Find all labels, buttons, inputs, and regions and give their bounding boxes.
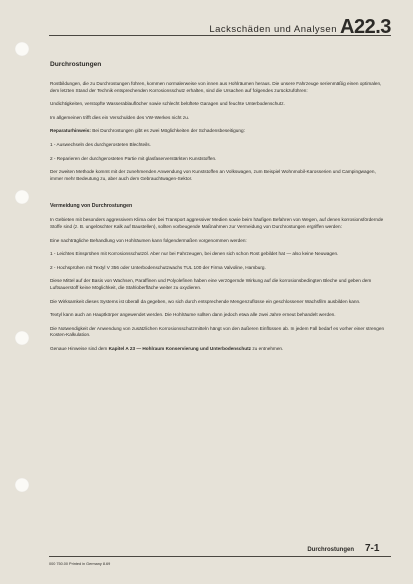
repair-hint-label: Reparaturhinweis: xyxy=(50,128,91,134)
print-note: 000 750.00 Printed in Germany 8.69 xyxy=(49,562,111,566)
paragraph-10: Textyl kann auch an Hauptkörper angewendet werden. Die Hohlräume sollten dann jedoch etwa alle zwei Jahre erneut behandelt werden. xyxy=(50,312,336,318)
page-number: 7-1 xyxy=(365,543,380,554)
footer-rule xyxy=(49,556,391,557)
list-item-3: 1 - Leichtes Einsprühen mit Korrosionsschutzöl. Aber nur bei Fahrzeugen, bei denen sich schon Rost gebildet hat — also keine Neuwagen. xyxy=(50,251,339,257)
binder-hole-4 xyxy=(15,478,29,492)
footer-label: Durchrostungen xyxy=(307,547,354,553)
paragraph-7: Eine nachträgliche Behandlung von Hohlräumen kann folgendermaßen vorgenommen werden: xyxy=(50,237,247,243)
reference-text: Genaue Hinweise sind dem xyxy=(50,345,109,351)
subsection-heading: Vermeidung von Durchrostungen xyxy=(50,203,133,210)
list-item-1: 1 - Auswechseln des durchgerosteten Blechteils. xyxy=(50,141,151,147)
list-item-4: 2 - Hochsprühen mit Textyl V 356 oder Unterbodenschutzwachs TUL 100 der Firma Valvoline, Hamburg. xyxy=(50,264,266,270)
chapter-reference: Kapitel A 23 — Hohlraum Konservierung und Unterbodenschutz xyxy=(108,345,252,351)
paragraph-repair-hint xyxy=(50,128,385,135)
spacer xyxy=(50,189,385,203)
paragraph-11: Die Notwendigkeit der Anwendung von zusätzlichen Korrosionsschutzmitteln hängt von den äußeren Einflüssen ab. In jedem Fall bedarf es vorher einer strengen Kosten-Kalkulation. xyxy=(50,325,385,338)
paragraph-6: In Gebieten mit besonders aggressivem Klima oder bei Transport aggressiver Medien sowie beim häufigen Befahren von Wegen, auf denen korrosionsfördernde Stoffe sind (z. B. ungelöschter Kalk auf Baustellen), sollten vorbeugende Maßnahmen zur Vermeidung von Durchrostungen ergriffen werden: xyxy=(50,217,384,229)
paragraph-1: Rostbildungen, die zu Durchrostungen führen, kommen normalerweise von innen aus Hohlräumen heraus. Die unsere Fahrzeuge serienmäßig einen optimalen, dem letzten Stand der Technik entsprechenden Korrosionsschutz erhalten, sind die Ursachen auf folgendes zurückzuführen: xyxy=(50,81,382,93)
section-heading: Durchrostungen xyxy=(50,61,102,68)
binder-hole-1 xyxy=(15,42,29,56)
binder-hole-2 xyxy=(15,190,29,204)
paragraph-9: Die Wirksamkeit dieses Systems ist überall da gegeben, wo sich durch entsprechende Mengenzuflüsse ein geschlossener Wachsfilm ausbilden kann. xyxy=(50,298,361,304)
header-section-code: A22.3 xyxy=(340,16,391,38)
page-content xyxy=(50,61,385,359)
paragraph-12 xyxy=(50,346,385,353)
paragraph-8: Diese Mittel auf der Basis von Wachsen, Paraffinen und Polyolefinen haben eine verzögernde Wirkung auf die korrosionsbedingten Bleche und geben dem Luftsauerstoff keine Möglichkeit, die Stahloberfläche weiter zu oxydieren. xyxy=(50,278,372,290)
list-item-2: 2 - Reparieren der durchgerosteten Partie mit glasfaserverstärkten Kunststoffen. xyxy=(50,155,217,161)
paragraph-5: Der zweiten Methode kommt mit der zunehmenden Anwendung von Kunststoffen an Volkswagen, zum Beispiel Wohnmobil-Karosserien und Campingwagen, immer mehr Bedeutung zu, aber auch dem Gebrauchtwagen-Sektor. xyxy=(50,169,376,181)
binder-hole-3 xyxy=(15,331,29,345)
paragraph-2: Undichtigkeiten, verstopfte Wasserablauflöcher sowie schlecht belüftete Garagen und feuchte Unterbodenschutz. xyxy=(50,101,285,107)
paragraph-3: Im allgemeinen trifft dies ein Verschulden des VW-Werkes nicht zu. xyxy=(50,114,190,120)
reference-tail: zu entnehmen. xyxy=(251,345,284,351)
repair-hint-text: Bei Durchrostungen gibt es zwei Möglichkeiten der Schadensbeseitigung: xyxy=(90,128,245,134)
header-title: Lackschäden und Analysen xyxy=(209,24,337,35)
header-rule xyxy=(49,35,391,36)
